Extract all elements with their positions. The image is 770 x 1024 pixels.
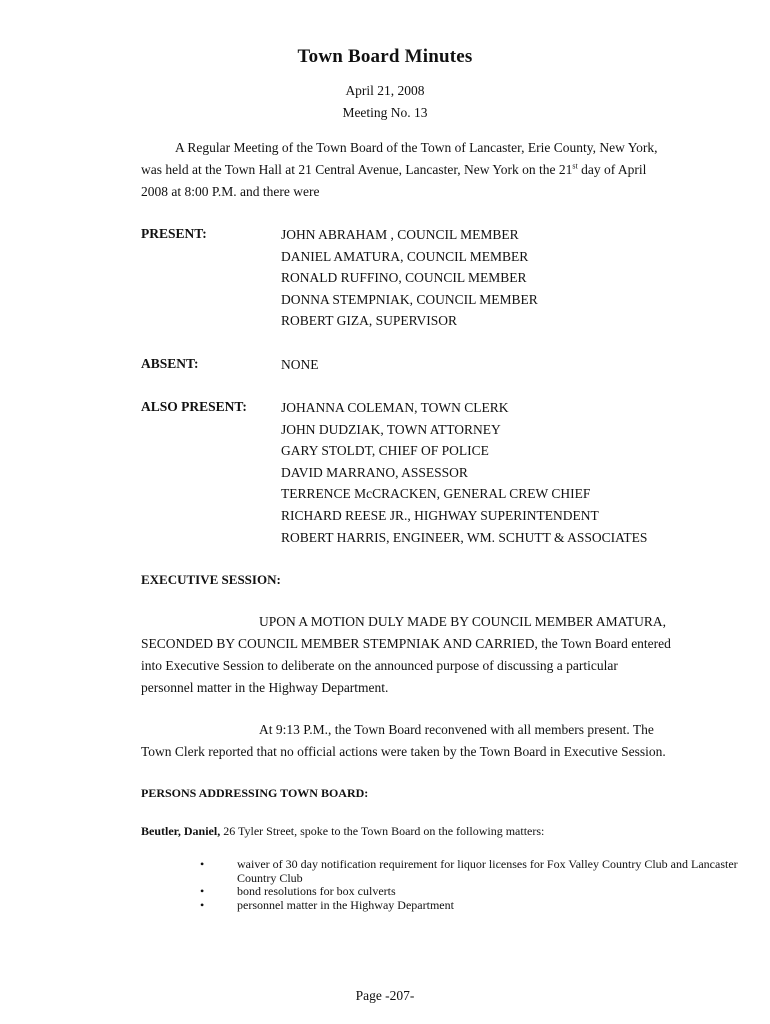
document-title: Town Board Minutes (297, 46, 473, 67)
also-present-name: RICHARD REESE JR., HIGHWAY SUPERINTENDENT (281, 507, 599, 523)
present-label: PRESENT: (141, 226, 207, 241)
present-name: ROBERT GIZA, SUPERVISOR (281, 313, 458, 329)
bullet-icon: • (200, 884, 205, 898)
also-present-label: ALSO PRESENT: (141, 399, 247, 414)
executive-session-paragraph-2 (141, 719, 741, 763)
also-present-name: GARY STOLDT, CHIEF OF POLICE (281, 443, 489, 459)
speaker-description: 26 Tyler Street, spoke to the Town Board on the following matters: (220, 824, 545, 838)
exec-p2-line-2: Town Clerk reported that no official actions were taken by the Town Board in Executive Session. (141, 744, 666, 759)
bullet-icon: • (200, 897, 205, 912)
also-present-list (281, 397, 647, 548)
present-list (281, 224, 538, 332)
exec-p2-line-1: At 9:13 P.M., the Town Board reconvened with all members present. The (259, 722, 654, 737)
meeting-number: Meeting No. 13 (342, 105, 428, 120)
list-item-text: bond resolutions for box culverts (237, 884, 396, 898)
also-present-name: ROBERT HARRIS, ENGINEER, WM. SCHUTT & ASSOCIATES (281, 529, 648, 545)
speaker-line (141, 824, 544, 839)
present-name: JOHN ABRAHAM , COUNCIL MEMBER (281, 227, 519, 242)
exec-p1-line-3: into Executive Session to deliberate on the announced purpose of discussing a particular (141, 658, 618, 673)
intro-line-3: 2008 at 8:00 P.M. and there were (141, 184, 320, 199)
intro-paragraph (141, 137, 741, 203)
ordinal-suffix: st (572, 161, 578, 171)
also-present-name: TERRENCE McCRACKEN, GENERAL CREW CHIEF (281, 486, 591, 502)
present-name: DONNA STEMPNIAK, COUNCIL MEMBER (281, 291, 538, 307)
exec-p1-line-4: personnel matter in the Highway Department. (141, 680, 389, 695)
also-present-name: JOHANNA COLEMAN, TOWN CLERK (281, 400, 509, 415)
absent-list (281, 354, 319, 376)
list-item (200, 885, 740, 899)
executive-session-paragraph-1 (141, 611, 741, 699)
executive-session-heading: EXECUTIVE SESSION: (141, 572, 281, 587)
speaker-name: Beutler, Daniel, (141, 824, 221, 838)
exec-p1-line-1: UPON A MOTION DULY MADE BY COUNCIL MEMBER AMATURA, (259, 614, 667, 629)
intro-line-2-text: was held at the Town Hall at 21 Central Avenue, Lancaster, New York on the 21 (141, 162, 573, 177)
absent-label: ABSENT: (141, 356, 199, 371)
list-item (200, 858, 740, 885)
meeting-date: April 21, 2008 (345, 83, 425, 98)
list-item-text: waiver of 30 day notification requirement for liquor licenses for Fox Valley Country Club and Lancaster Country Club (237, 857, 738, 885)
page-number: Page -207- (355, 988, 415, 1003)
also-present-name: JOHN DUDZIAK, TOWN ATTORNEY (281, 421, 501, 437)
list-item (200, 899, 740, 913)
absent-name: NONE (281, 357, 319, 372)
list-item-text: personnel matter in the Highway Department (237, 897, 454, 912)
present-name: RONALD RUFFINO, COUNCIL MEMBER (281, 270, 527, 286)
intro-line-1: A Regular Meeting of the Town Board of the Town of Lancaster, Erie County, New York, (175, 140, 658, 155)
exec-p1-line-2: SECONDED BY COUNCIL MEMBER STEMPNIAK AND CARRIED, the Town Board entered (141, 636, 671, 651)
intro-line-2-end: day of April (577, 162, 647, 177)
present-name: DANIEL AMATURA, COUNCIL MEMBER (281, 248, 529, 264)
persons-addressing-heading: PERSONS ADDRESSING TOWN BOARD: (141, 786, 369, 800)
also-present-name: DAVID MARRANO, ASSESSOR (281, 464, 468, 480)
intro-line-2 (141, 159, 741, 181)
bullet-icon: • (200, 857, 205, 871)
topics-list (200, 858, 740, 912)
